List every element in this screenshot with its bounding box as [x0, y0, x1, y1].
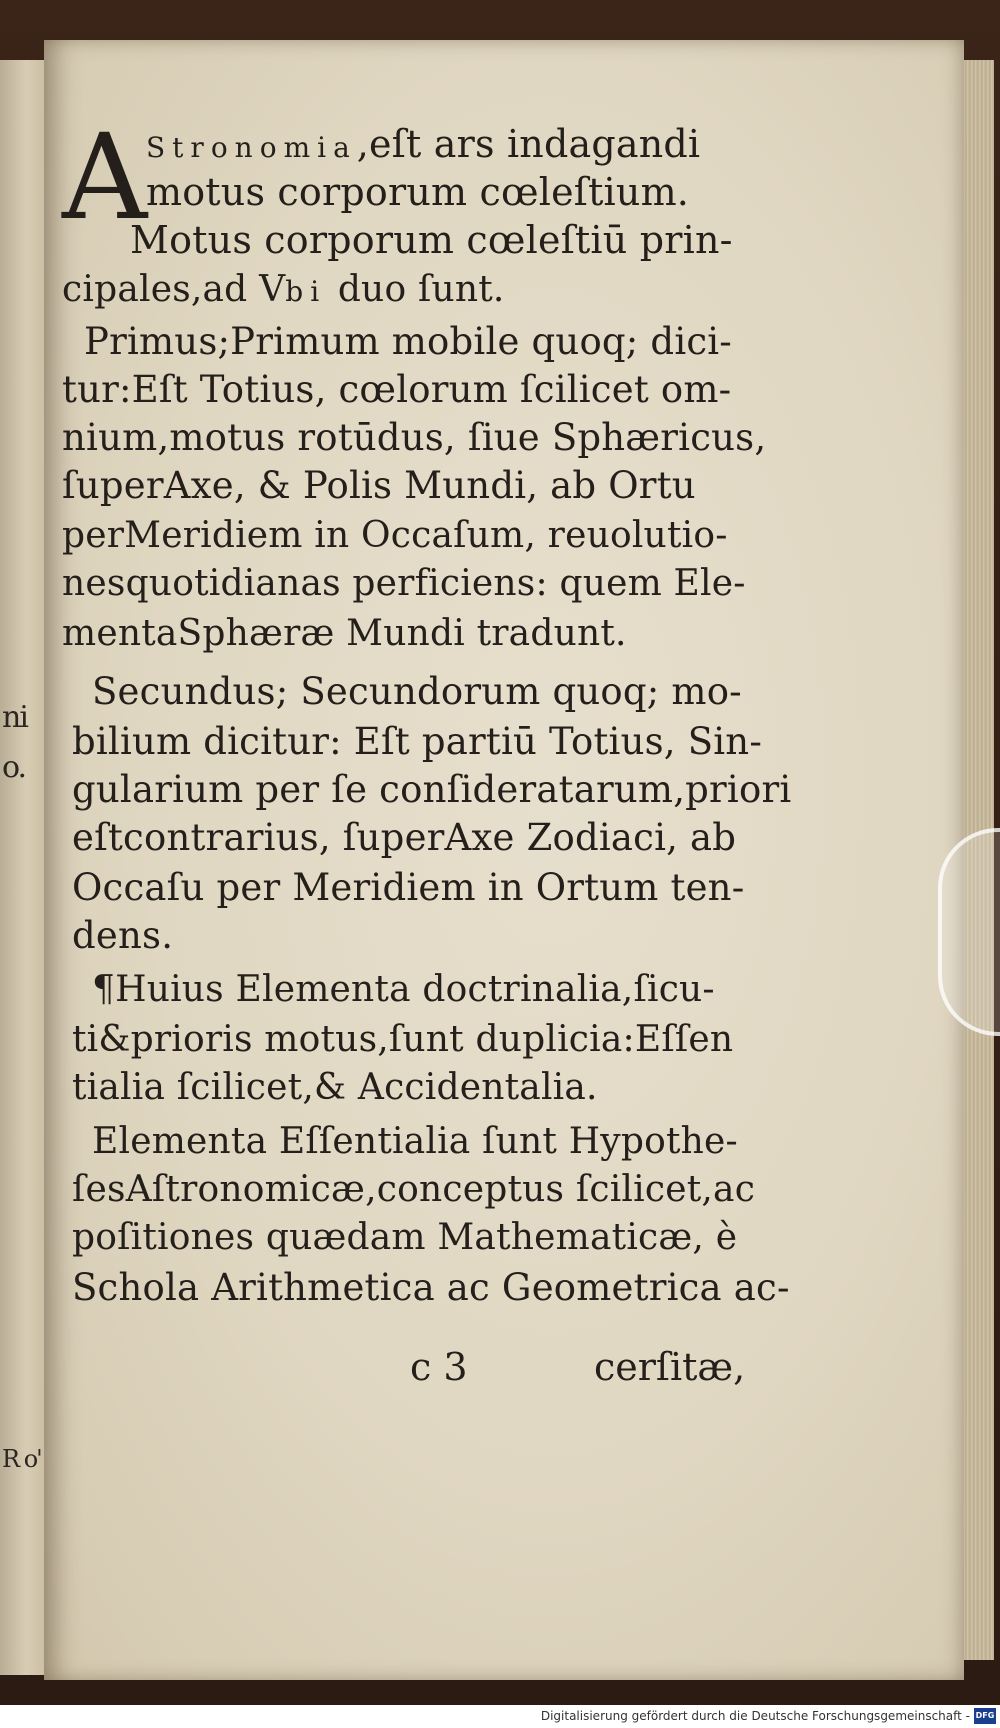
page-clip: [938, 828, 1000, 1036]
line-text: Motus corporum cœleſtiū prin-: [130, 218, 733, 262]
line-text: nesquotidianas perficiens: quem Ele-: [62, 563, 746, 604]
text-line: [72, 1016, 733, 1064]
left-page-fragment: R o': [2, 1445, 41, 1473]
line-text: tialia ſcilicet,& Accidentalia.: [72, 1067, 598, 1108]
line-text: ſuperAxe, & Polis Mundi, ab Ortu: [62, 464, 696, 507]
line-text: ,eſt ars indagandi: [356, 122, 701, 166]
text-line: [72, 864, 744, 912]
credit-bar: [0, 1705, 1000, 1728]
text-line: [92, 1118, 738, 1166]
catchword: cerſitæ,: [594, 1345, 746, 1389]
line-text: eſtcontrarius, ſuperAxe Zodiaci, ab: [72, 816, 737, 859]
line-text: Occaſu per Meridiem in Ortum ten-: [72, 866, 745, 909]
text-line: [146, 120, 700, 172]
line-text: gularium per ſe conſideratarum,priori: [72, 768, 792, 811]
text-line: [92, 966, 715, 1014]
text-line: [62, 414, 766, 462]
line-text: dens.: [72, 914, 174, 957]
dfg-logo: DFG: [974, 1708, 996, 1724]
line-text: mentaSphæræ Mundi tradunt.: [62, 613, 627, 654]
line-text: ti&prioris motus,ſunt duplicia:Eſſen: [72, 1019, 734, 1060]
text-line: [72, 1214, 737, 1262]
text-line: [84, 318, 732, 366]
text-line: [72, 1166, 755, 1214]
text-line: [72, 718, 762, 766]
small-caps-text: Stronomia: [146, 131, 357, 164]
text-line: [62, 366, 731, 414]
text-line: [62, 560, 746, 608]
line-text: Elementa Eſſentialia ſunt Hypothe-: [92, 1121, 738, 1162]
text-line: [72, 912, 173, 960]
signature-mark: c 3: [410, 1345, 468, 1389]
text-line: [62, 266, 505, 316]
line-text: Primus;Primum mobile quoq; dici-: [84, 320, 733, 363]
text-line: [62, 462, 696, 510]
left-page-fragment: o.: [2, 750, 26, 785]
text-line: [146, 168, 689, 216]
text-line: [62, 610, 627, 658]
small-caps-text: bi: [285, 275, 327, 308]
line-text: Schola Arithmetica ac Geometrica ac-: [72, 1266, 790, 1309]
credit-text: Digitalisierung gefördert durch die Deutsche Forschungsgemeinschaft -: [540, 1709, 970, 1723]
text-line: [72, 1064, 598, 1112]
line-text: ¶Huius Elementa doctrinalia,ſicu-: [92, 969, 715, 1010]
text-line: [72, 1264, 790, 1312]
text-line: [130, 216, 733, 264]
line-text: bilium dicitur: Eſt partiū Totius, Sin-: [72, 720, 763, 763]
line-text: cipales,ad V: [62, 269, 286, 310]
page-footer: [62, 1345, 746, 1393]
text-line: [62, 512, 728, 560]
line-text: perMeridiem in Occaſum, reuolutio-: [62, 515, 728, 556]
line-text: Secundus; Secundorum quoq; mo-: [92, 670, 742, 713]
line-text: motus corporum cœleſtium.: [146, 170, 690, 214]
line-text: tur:Eſt Totius, cœlorum ſcilicet om-: [62, 368, 732, 411]
text-line: [92, 668, 742, 716]
line-text: nium,motus rotūdus, ſiue Sphæricus,: [62, 416, 767, 459]
line-text: poſitiones quædam Mathematicæ, è: [72, 1217, 738, 1258]
left-page-fragment: ni: [2, 700, 27, 735]
drop-cap: A: [62, 108, 148, 246]
text-line: [72, 766, 791, 814]
left-page-edge: [0, 60, 44, 1675]
text-line: [72, 814, 736, 862]
line-text: duo ſunt.: [326, 269, 505, 310]
line-text: ſesAſtronomicæ,conceptus ſcilicet,ac: [72, 1169, 756, 1210]
